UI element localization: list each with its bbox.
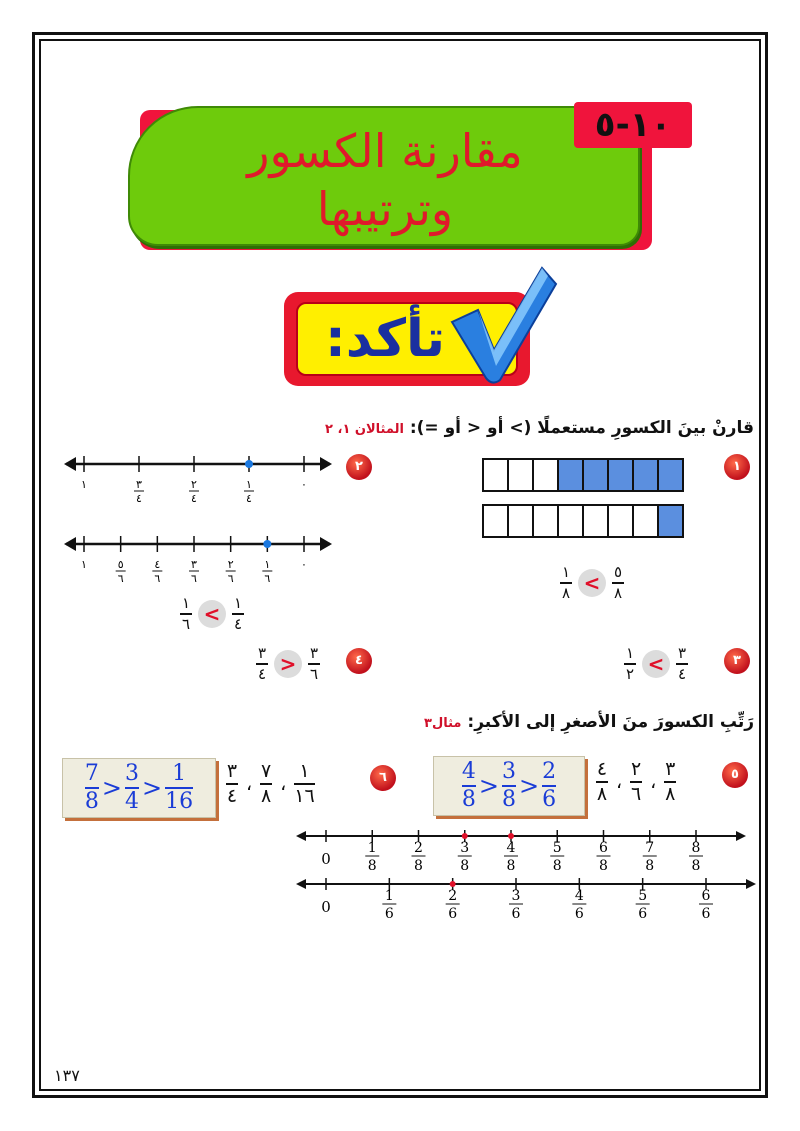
tick-label-den: 6 [574, 906, 584, 922]
arrow-left [296, 831, 306, 841]
arrow-left [64, 457, 76, 471]
tick-label: ١ [264, 558, 271, 571]
q6-given-list: $\frac{٣}{٤}$ ، $\frac{٧}{٨}$ ، $\frac{١}{١٦}$ [226, 760, 315, 807]
tick-label-num: 6 [701, 888, 711, 904]
order-instruction-text: رَتِّبِ الكسورَ منَ الأصغرِ إلى الأكبرِ: [467, 712, 754, 732]
question-3-number: ٣ [724, 648, 750, 674]
q4-right-den: ٦ [309, 664, 319, 683]
q3-right-den: ٤ [677, 664, 687, 683]
q5-given-3: $\frac{٤}{٨}$ [596, 758, 608, 805]
q4-left-den: ٤ [257, 664, 267, 683]
tick-label-num: 7 [645, 840, 655, 856]
number-line-eighths [296, 826, 756, 874]
number-line-sixths [62, 530, 337, 590]
tick-label-num: 6 [599, 840, 608, 856]
q5-answer-3: $\frac{2}{6}$ [542, 759, 557, 812]
q4-operator[interactable]: > [274, 650, 302, 678]
q3-right-fraction [676, 646, 688, 682]
tick-label: ٠ [301, 478, 307, 491]
q6-given-3: $\frac{٣}{٤}$ [226, 760, 238, 807]
q5-given-2: $\frac{٢}{٦}$ [631, 758, 642, 805]
bar-cell [632, 458, 659, 492]
tick-label-den: 6 [638, 906, 648, 922]
tick-label-num: 5 [552, 840, 562, 856]
tick-label-num: 4 [574, 888, 584, 904]
order-ref: مثال٣ [424, 716, 462, 731]
confirm-label: تأكد: [324, 309, 446, 369]
tick-label-den: ٦ [154, 572, 161, 585]
tick-label-den: ٤ [191, 492, 197, 505]
tick-label-num: 5 [638, 888, 648, 904]
q4-left-fraction [256, 646, 268, 682]
compare-instruction [325, 418, 754, 438]
q2-left-fraction [180, 596, 192, 632]
number-line-quarters [62, 450, 337, 510]
tick-label-num: 3 [511, 888, 521, 904]
lesson-title-line2: وترتيبها [316, 182, 454, 236]
q5-given-1: $\frac{٣}{٨}$ [665, 758, 676, 805]
tick-label-num: 1 [384, 888, 394, 904]
q1-left-den: ٨ [561, 583, 571, 602]
tick-label-num: 3 [460, 840, 470, 856]
tick-label-den: ٤ [246, 492, 252, 505]
tick-label: ٣ [136, 478, 142, 491]
q6-answer-box[interactable]: $\frac{7}{8}$ > $\frac{3}{4}$ > $\frac{1}{16}$ [62, 758, 216, 818]
tick-label: ٢ [227, 558, 234, 571]
tick-label-num: 8 [691, 840, 701, 856]
bar-cell [657, 458, 684, 492]
arrow-right [736, 831, 746, 841]
q1-left-num: ١ [561, 563, 571, 581]
bar-cell [582, 504, 609, 538]
question-2-number: ٢ [346, 454, 372, 480]
tick-label-den: ٦ [264, 572, 271, 585]
q5-answer-box[interactable]: $\frac{4}{8}$ > $\frac{3}{8}$ > $\frac{2}{6}$ [433, 756, 585, 816]
tick-label-den: 6 [384, 906, 394, 922]
bar-cell [607, 458, 634, 492]
fraction-bar-top [482, 458, 682, 492]
marked-point [462, 833, 468, 839]
lesson-title [150, 122, 620, 238]
bar-cell [532, 504, 559, 538]
q3-operator[interactable]: < [642, 650, 670, 678]
tick-label-den: 8 [414, 858, 423, 874]
q4-right-fraction [308, 646, 320, 682]
page-number: ١٣٧ [54, 1066, 80, 1085]
tick-label-den: ٦ [117, 572, 124, 585]
q5-answer-2: $\frac{3}{8}$ [502, 759, 516, 812]
q5-given-list: $\frac{٤}{٨}$ ، $\frac{٢}{٦}$ ، $\frac{٣}{٨}$ [596, 758, 676, 805]
tick-label-den: 6 [701, 906, 711, 922]
tick-label-zero: 0 [321, 850, 331, 868]
q3-right-num: ٣ [677, 644, 687, 662]
tick-label: ١ [81, 558, 87, 571]
tick-label-zero: 0 [321, 898, 331, 916]
q1-right-fraction [612, 565, 624, 601]
number-line-sixths-ordering [296, 874, 762, 924]
tick-label-den: 8 [367, 858, 377, 874]
tick-label: ٤ [154, 558, 161, 571]
arrow-left [64, 537, 76, 551]
q2-operator[interactable]: < [198, 600, 226, 628]
tick-label-den: 8 [691, 858, 701, 874]
q6-answer-2: $\frac{3}{4}$ [125, 761, 139, 814]
lesson-title-line1: مقارنة الكسور [247, 124, 523, 178]
bar-cell [632, 504, 659, 538]
checkmark-icon [448, 262, 558, 386]
bar-cell [507, 458, 534, 492]
tick-label-den: ٦ [191, 572, 197, 585]
marked-point [508, 833, 514, 839]
tick-label-den: ٦ [227, 572, 234, 585]
tick-label-den: 8 [460, 858, 470, 874]
marked-point [245, 460, 253, 468]
question-5-number: ٥ [722, 762, 748, 788]
compare-instruction-text: قارنْ بينَ الكسورِ مستعملًا (> أو < أو =): [409, 418, 754, 438]
bar-cell [582, 458, 609, 492]
tick-label-den: 6 [448, 906, 458, 922]
question-4-answer [256, 646, 320, 682]
question-3-answer [624, 646, 688, 682]
q4-left-num: ٣ [257, 644, 267, 662]
q6-answer-1: $\frac{7}{8}$ [84, 761, 99, 814]
tick-label-den: 8 [552, 858, 562, 874]
question-2-answer [180, 596, 244, 632]
lesson-number: ١٠-٥ [574, 102, 692, 148]
q1-right-den: ٨ [613, 583, 623, 602]
question-4-number: ٤ [346, 648, 372, 674]
tick-label: ١ [246, 478, 252, 491]
tick-label-den: 6 [511, 906, 521, 922]
tick-label: ٥ [117, 558, 124, 571]
tick-label-den: 8 [599, 858, 608, 874]
tick-label-num: 2 [414, 840, 423, 856]
marked-point [450, 881, 456, 887]
bar-cell [557, 504, 584, 538]
arrow-right [320, 537, 332, 551]
tick-label: ٢ [191, 478, 197, 491]
q1-left-fraction [560, 565, 572, 601]
q1-operator[interactable]: < [578, 569, 606, 597]
bar-cell [482, 458, 509, 492]
q2-left-num: ١ [181, 594, 191, 612]
q3-left-fraction [624, 646, 636, 682]
bar-cell [657, 504, 684, 538]
q2-right-den: ٤ [233, 614, 243, 633]
tick-label: ٣ [191, 558, 197, 571]
tick-label: ٠ [301, 558, 307, 571]
tick-label-num: 1 [367, 840, 377, 856]
q3-left-den: ٢ [625, 664, 635, 683]
tick-label-num: 4 [506, 840, 516, 856]
arrow-right [746, 879, 756, 889]
question-1-number: ١ [724, 454, 750, 480]
bar-cell [557, 458, 584, 492]
bar-cell [607, 504, 634, 538]
tick-label-den: ٤ [136, 492, 142, 505]
q6-given-2: $\frac{٧}{٨}$ [261, 760, 272, 807]
q1-right-num: ٥ [613, 563, 623, 581]
bar-cell [507, 504, 534, 538]
tick-label-den: 8 [645, 858, 655, 874]
arrow-right [320, 457, 332, 471]
q2-left-den: ٦ [181, 614, 191, 633]
bar-cell [482, 504, 509, 538]
q6-answer-3: $\frac{1}{16}$ [165, 761, 194, 814]
order-instruction [424, 712, 754, 732]
tick-label: ١ [81, 478, 87, 491]
arrow-left [296, 879, 306, 889]
question-1-answer [560, 565, 624, 601]
q2-right-fraction [232, 596, 244, 632]
q5-answer-1: $\frac{4}{8}$ [461, 759, 476, 812]
q4-right-num: ٣ [309, 644, 319, 662]
tick-label-num: 2 [448, 888, 458, 904]
tick-label-den: 8 [506, 858, 516, 874]
marked-point [263, 540, 271, 548]
bar-cell [532, 458, 559, 492]
q6-given-1: $\frac{١}{١٦}$ [294, 760, 315, 807]
question-6-number: ٦ [370, 765, 396, 791]
compare-ref: المثالان ١، ٢ [325, 422, 404, 437]
q2-right-num: ١ [233, 594, 243, 612]
q3-left-num: ١ [625, 644, 635, 662]
fraction-bar-bottom [482, 504, 682, 538]
